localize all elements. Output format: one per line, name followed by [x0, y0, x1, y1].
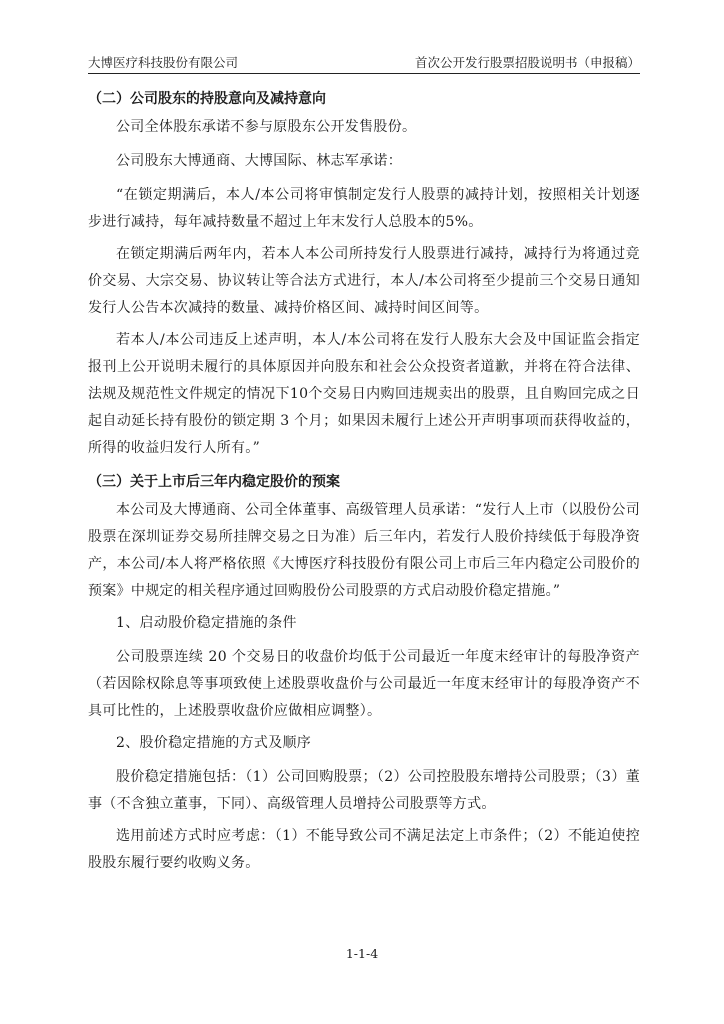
- paragraph: 本公司及大博通商、公司全体董事、高级管理人员承诺：“发行人上市（以股份公司股票在深圳证券交易所挂牌交易之日为准）后三年内，若发行人股价持续低于每股净资产，本公司/本人将严格依照《大博医疗科技股份有限公司上市后三年内稳定公司股价的预案》中规定的相关程序通过回购股份公司股票的方式启动股价稳定措施。”: [88, 502, 640, 599]
- paragraph: 股价稳定措施包括：（1）公司回购股票；（2）公司控股股东增持公司股票；（3）董事（不含独立董事，下同）、高级管理人员增持公司股票等方式。: [88, 769, 640, 812]
- paragraph: 在锁定期满后两年内，若本人本公司所持发行人股票进行减持，减持行为将通过竞价交易、大宗交易、协议转让等合法方式进行，本人/本公司将至少提前三个交易日通知发行人公告本次减持的数量、减持价格区间、减持时间区间等。: [88, 246, 640, 316]
- paragraph: 若本人/本公司违反上述声明，本人/本公司将在发行人股东大会及中国证监会指定报刊上公开说明未履行的具体原因并向股东和社会公众投资者道歉，并将在符合法律、法规及规范性文件规定的情况下10个交易日内购回违规卖出的股票，且自购回完成之日起自动延长持有股份的锁定期 3 个月；如果因未履行上述公开声明事项而获得收益的，所得的收益归发行人所有。”: [88, 332, 640, 456]
- paragraph: 选用前述方式时应考虑：（1）不能导致公司不满足法定上市条件；（2）不能迫使控股股东履行要约收购义务。: [88, 828, 640, 871]
- subheading: 2、股价稳定措施的方式及顺序: [116, 735, 312, 751]
- paragraph: “在锁定期满后，本人/本公司将审慎制定发行人股票的减持计划，按照相关计划逐步进行减持，每年减持数量不超过上年末发行人总股本的5%。: [88, 187, 640, 230]
- page-header: [88, 53, 640, 74]
- page-body: [88, 84, 640, 882]
- paragraph: 公司股东大博通商、大博国际、林志军承诺：: [116, 153, 402, 169]
- paragraph: 公司股票连续 20 个交易日的收盘价均低于公司最近一年度末经审计的每股净资产（若因除权除息等事项致使上述股票收盘价与公司最近一年度末经审计的每股净资产不具可比性的，上述股票收盘价应做相应调整）。: [88, 649, 640, 719]
- subheading: 1、启动股价稳定措施的条件: [116, 615, 297, 631]
- page-number: 1-1-4: [345, 946, 379, 961]
- header-company-name: 大博医疗科技股份有限公司: [88, 55, 239, 70]
- paragraph: 公司全体股东承诺不参与原股东公开发售股份。: [116, 119, 417, 135]
- section-heading-stabilize-price: （三）关于上市后三年内稳定股价的预案: [88, 474, 340, 490]
- section-heading-shareholding-intention: （二）公司股东的持股意向及减持意向: [88, 91, 326, 107]
- header-document-title: 首次公开发行股票招股说明书（申报稿）: [414, 55, 640, 70]
